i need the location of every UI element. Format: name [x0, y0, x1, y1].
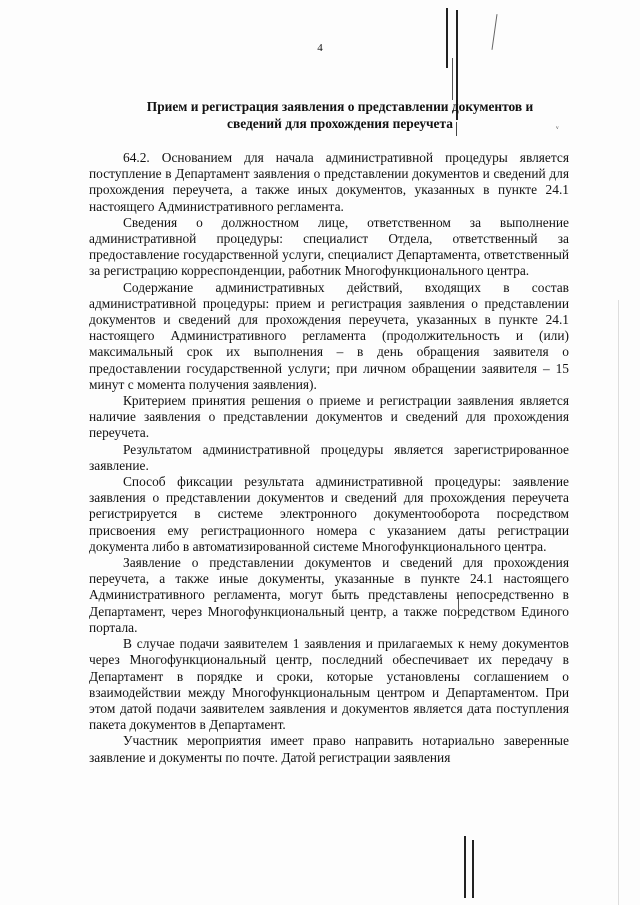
scan-artifact-mark: ᵥ [556, 120, 559, 130]
paragraph: Критерием принятия решения о приеме и регистрации заявления является наличие заявления о представлении документов и сведений для прохождения переучета. [89, 393, 569, 441]
paragraph: В случае подачи заявителем 1 заявления и прилагаемых к нему документов через Многофункциональный центр, последний обеспечивает их передачу в Департамент в порядке и сроки, которые установлены соглашением о взаимодействии между Многофункциональным центром и Департаментом. При этом датой подачи заявителем заявления и документов является дата поступления пакета документов в Департамент. [89, 636, 569, 733]
scan-artifact-line [464, 836, 466, 898]
section-heading [110, 98, 570, 132]
body-text [89, 150, 569, 766]
heading-line-2: сведений для прохождения переучета [227, 116, 453, 131]
paragraph: Способ фиксации результата административной процедуры: заявление заявления о представлении документов и сведений для прохождения переучета регистрируется в системе электронного документооборота посредством присвоения ему регистрационного номера с указанием даты регистрации документа либо в автоматизированной системе Многофункционального центра. [89, 474, 569, 554]
paragraph: Сведения о должностном лице, ответственном за выполнение административной процедуры: специалист Отдела, ответственный за предоставление государственной услуги, специалист Департамента, ответственный за регистрацию корреспонденции, работник Многофункционального центра. [89, 214, 569, 279]
paragraph: 64.2. Основанием для начала административной процедуры является поступление в Департамент заявления о представлении документов и сведений для прохождения переучета, а также иных документов, указанных в пункте 24.1 настоящего Административного регламента. [89, 150, 569, 214]
scan-artifact-line [472, 840, 474, 898]
scan-artifact-line [618, 300, 619, 905]
heading-line-1: Прием и регистрация заявления о представлении документов и [146, 99, 534, 114]
scan-artifact-line [452, 58, 453, 100]
paragraph: Заявление о представлении документов и сведений для прохождения переучета, а также иные документы, указанные в пункте 24.1 настоящего Административного регламента, могут быть представлены непосредственно в Департамент, через Многофункциональный центр, а также посредством Единого портала. [89, 555, 569, 635]
scan-artifact-line [446, 8, 448, 68]
paragraph: Содержание административных действий, входящих в состав административной процедуры: прием и регистрация заявления о представлении документов и сведений для прохождения переучета, указанных в пункте 24.1 настоящего Административного регламента (продолжительность и (или) максимальный срок их выполнения – в день обращения заявителя о предоставлении государственной услуги; при личном обращении заявителя – 15 минут с момента получения заявления). [89, 279, 569, 392]
page-number: 4 [317, 42, 323, 54]
paragraph: Результатом административной процедуры является зарегистрированное заявление. [89, 441, 569, 473]
paragraph: Участник мероприятия имеет право направить нотариально заверенные заявление и документы по почте. Датой регистрации заявления [89, 733, 569, 765]
